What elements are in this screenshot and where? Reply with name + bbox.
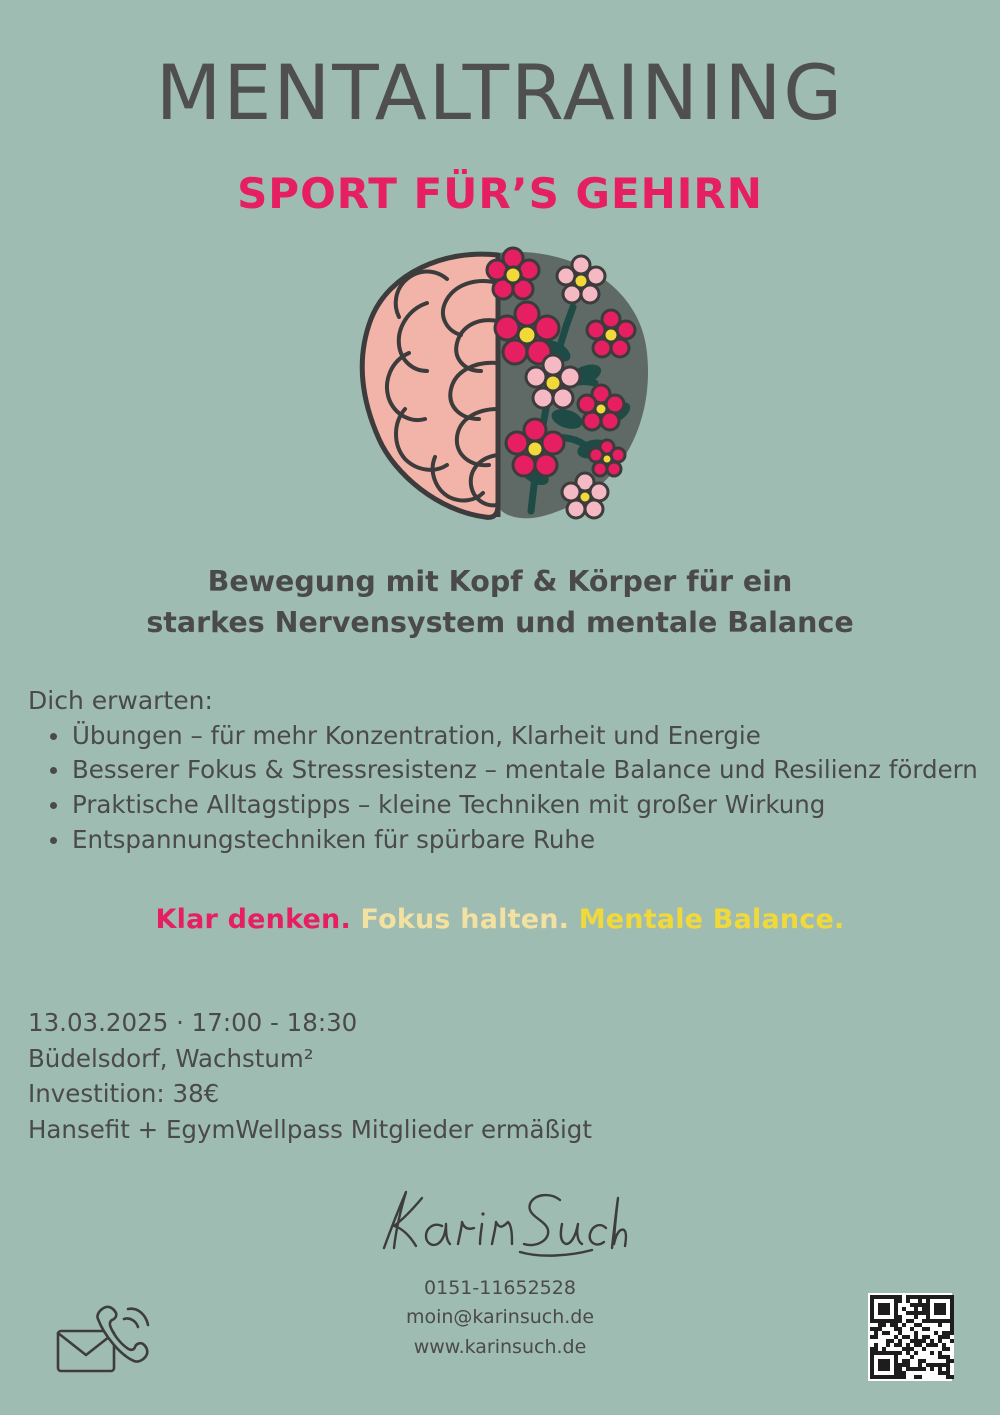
tagline-line-2: starkes Nervensystem und mentale Balance (146, 606, 854, 640)
page-title: MENTALTRAINING (155, 48, 845, 137)
page-subtitle: SPORT FÜR’S GEHIRN (237, 169, 763, 218)
expectations-list (28, 719, 1000, 858)
list-item: Übungen – für mehr Konzentration, Klarheit und Energie (28, 719, 1000, 754)
event-location: Büdelsdorf, Wachstum² (28, 1043, 314, 1073)
contact-website: www.karinsuch.de (413, 1335, 587, 1358)
event-price: Investition: 38€ (28, 1079, 220, 1109)
phone-mail-icon-graphic (54, 1297, 150, 1379)
slogan (0, 904, 1000, 935)
event-datetime: 13.03.2025 · 17:00 - 18:30 (28, 1007, 358, 1037)
contact-email: moin@karinsuch.de (405, 1306, 595, 1329)
list-item: Besserer Fokus & Stressresistenz – mentale Balance und Resilienz fördern (28, 753, 1000, 788)
expectations-heading: Dich erwarten: (28, 685, 213, 715)
qr-code-icon[interactable] (868, 1293, 952, 1377)
expectations-block (28, 686, 1000, 858)
list-item: Entspannungstechniken für spürbare Ruhe (28, 823, 1000, 858)
slogan-part-2: Fokus halten. (360, 903, 570, 935)
event-details (28, 1005, 1000, 1148)
list-item: Praktische Alltagstipps – kleine Techniken mit großer Wirkung (28, 788, 1000, 823)
signature (0, 1182, 1000, 1260)
handwritten-signature-graphic (370, 1182, 630, 1260)
brain-flowers-graphic (335, 243, 665, 543)
slogan-part-3: Mentale Balance. (578, 903, 845, 935)
brain-illustration (0, 243, 1000, 543)
phone-mail-icon (54, 1297, 150, 1383)
contact-phone: 0151-11652528 (424, 1276, 576, 1299)
qr-code-grid (868, 1293, 952, 1381)
tagline-line-1: Bewegung mit Kopf & Körper für ein (207, 565, 793, 598)
tagline (100, 561, 900, 644)
contact-info (0, 1274, 1000, 1362)
slogan-part-1: Klar denken. (155, 903, 351, 935)
event-discount-note: Hansefit + EgymWellpass Mitglieder ermäßigt (28, 1115, 592, 1145)
